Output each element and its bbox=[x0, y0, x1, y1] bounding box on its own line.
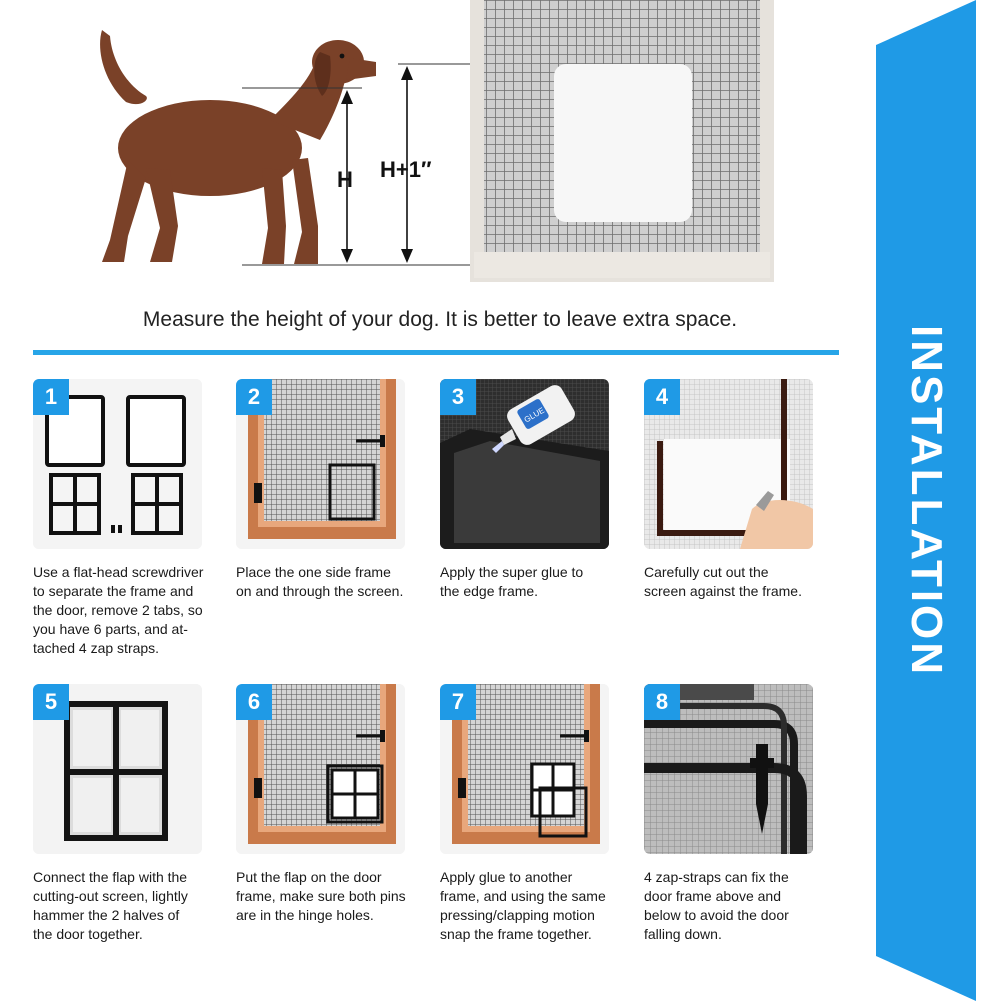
measure-caption: Measure the height of your dog. It is better to leave extra space. bbox=[142, 308, 738, 331]
step-4-text: Carefully cut out the screen against the frame. bbox=[644, 564, 802, 599]
step-5-image bbox=[33, 684, 202, 854]
glue-label: GLUE bbox=[522, 405, 546, 425]
step-7 bbox=[440, 684, 615, 944]
measurement-illustration bbox=[0, 0, 860, 290]
step-1 bbox=[33, 379, 208, 658]
step-6-text: Put the flap on the door frame, make sure both pins are in the hinge holes. bbox=[236, 869, 406, 923]
step-8 bbox=[644, 684, 819, 944]
step-8-number-badge: 8 bbox=[644, 684, 680, 720]
step-6-image bbox=[236, 684, 405, 854]
side-banner bbox=[876, 0, 976, 1001]
step-5-text: Connect the flap with the cutting-out screen, lightly hammer the 2 halves of the door together. bbox=[33, 869, 188, 942]
step-1-number-badge: 1 bbox=[33, 379, 69, 415]
step-4-image bbox=[644, 379, 813, 549]
side-banner-label: INSTALLATION bbox=[902, 324, 952, 677]
step-4 bbox=[644, 379, 819, 601]
step-3-text: Apply the super glue to the edge frame. bbox=[440, 564, 584, 599]
step-7-image bbox=[440, 684, 609, 854]
dog-silhouette bbox=[100, 30, 376, 264]
pet-flap-opening bbox=[554, 64, 692, 222]
step-2-text: Place the one side frame on and through the screen. bbox=[236, 564, 404, 599]
step-3-image bbox=[440, 379, 609, 549]
section-divider bbox=[33, 350, 839, 355]
step-5-number-badge: 5 bbox=[33, 684, 69, 720]
step-3 bbox=[440, 379, 615, 601]
opening-height-label: H+1″ bbox=[380, 157, 432, 182]
step-4-number-badge: 4 bbox=[644, 379, 680, 415]
step-1-image bbox=[33, 379, 202, 549]
step-7-text: Apply glue to another frame, and using the same pressing/clapping motion snap the frame together. bbox=[440, 869, 606, 942]
step-6 bbox=[236, 684, 411, 925]
step-1-text: Use a flat-head screwdriver to separate the frame and the door, remove 2 tabs, so you have 6 parts, and at- tached 4 zap straps. bbox=[33, 564, 204, 656]
step-8-text: 4 zap-straps can fix the door frame above and below to avoid the door falling down. bbox=[644, 869, 789, 942]
step-2-image bbox=[236, 379, 405, 549]
step-3-number-badge: 3 bbox=[440, 379, 476, 415]
step-6-number-badge: 6 bbox=[236, 684, 272, 720]
step-8-image bbox=[644, 684, 813, 854]
step-2 bbox=[236, 379, 411, 601]
height-label: H bbox=[337, 167, 353, 192]
measurement-diagram bbox=[0, 0, 860, 290]
step-2-number-badge: 2 bbox=[236, 379, 272, 415]
step-5 bbox=[33, 684, 208, 944]
dog-eye bbox=[340, 54, 345, 59]
step-7-number-badge: 7 bbox=[440, 684, 476, 720]
